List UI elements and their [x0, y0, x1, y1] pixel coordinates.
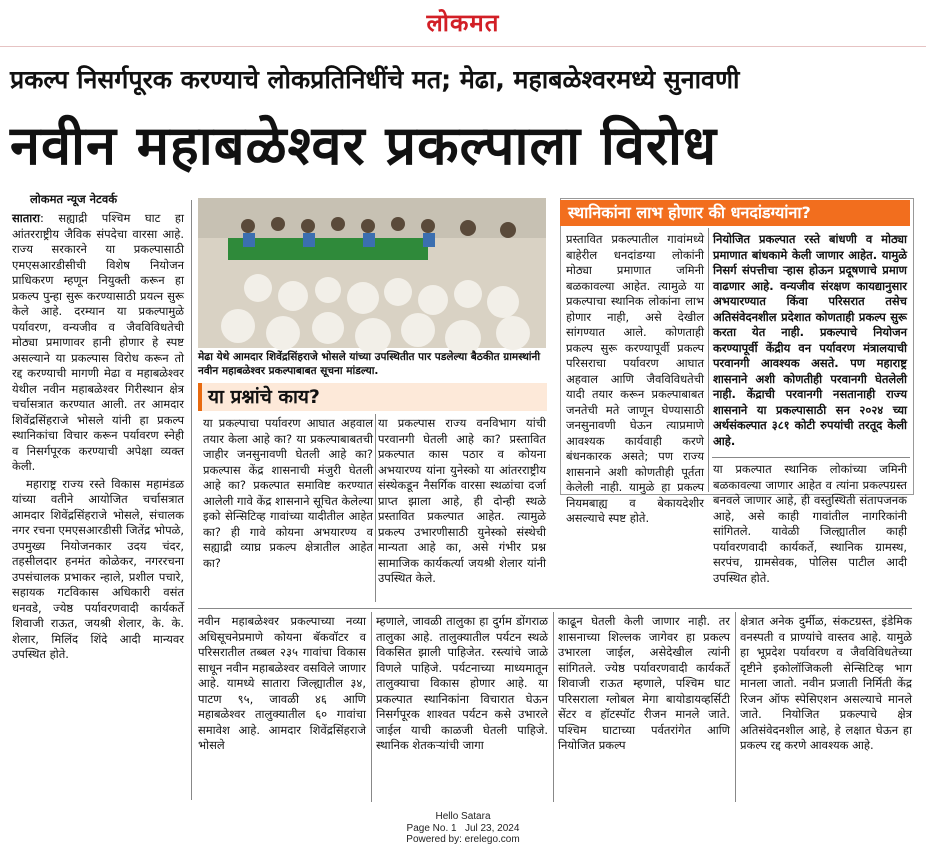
questions-divider: [375, 414, 376, 602]
article-column-1: [12, 211, 184, 801]
footer-powered-by[interactable]: Powered by: erelego.com: [406, 834, 520, 845]
questions-right: या प्रकल्पास राज्य वनविभाग यांची परवानगी घेतली आहे का? प्रस्तावित प्रकल्पात कास पठार व कोयना अभयारण्य यांना युनेस्को या आंतरराष्ट्रीय संस्थेकडून नैसर्गिक वारसा स्थळांचा दर्जा प्राप्त झाला आहे, ही दोन्ही स्थळे प्रस्तावित प्रकल्पात आहेत. त्यामुळे प्रकल्प उभारणीसाठी युनेस्को संस्थेची मान्यता आहे का, असे गंभीर प्रश्न सामाजिक कार्यकर्त्या जयश्री शेलार यांनी उपस्थित केले.: [378, 416, 546, 585]
page-footer: [0, 811, 926, 846]
masthead: [0, 0, 926, 47]
main-headline: नवीन महाबळेश्वर प्रकल्पाला विरोध: [10, 114, 718, 177]
column-divider: [553, 612, 554, 802]
questions-left: या प्रकल्पाचा पर्यावरण आघात अहवाल तयार केला आहे का? या प्रकल्पाबाबतची जाहीर जनसुनावणी घेतली आहे का? प्रकल्पास केंद्र शासनाची मंजुरी घेतली आहे का? प्रकल्पात समाविष्ट करण्यात आलेली गावे केंद्र शासनाने सूचित केलेल्या इको सेन्सिटिव्ह गावांच्या यादीतील आहेत का? ही गावे कोयना अभयारण्य व सह्याद्री व्याघ्र प्रकल्प क्षेत्रातील आहेत का?: [203, 416, 373, 570]
article-column-3: म्हणाले, जावळी तालुका हा दुर्गम डोंगराळ तालुका आहे. तालुक्यातील पर्यटन स्थळे विकसित झाली पाहिजेत. रस्त्यांचे जाळे विणले पाहिजे. पर्यटनाच्या माध्यमातून तालुक्याचा विकास होणार आहे. या प्रकल्पात स्थानिकांना विचारात घेऊन निसर्गपूरक शाश्वत पर्यटन कसे उभारले जाईल याची काळजी घेतली पाहिजे. स्थानिक शेतकऱ्यांची जागा: [376, 614, 548, 752]
footer-page: Page No. 1: [406, 822, 457, 834]
column-divider: [191, 200, 192, 800]
sidebar-box-heading: स्थानिकांना लाभ होणार की धनदांडग्यांना?: [560, 200, 910, 226]
dateline: सातारा: [12, 211, 40, 225]
photo-illustration: [198, 198, 546, 348]
questions-heading: या प्रश्नांचे काय?: [198, 383, 547, 411]
article-column-2: नवीन महाबळेश्वर प्रकल्पाच्या नव्या अधिसूचनेप्रमाणे कोयना बॅकवॉटर व परिसरातील तब्बल २३५ गावांचा विकास साधून नवीन महाबळेश्वर वसविले जाणार आहे. यामध्ये सातारा जिल्ह्यातील ३४, पाटण ९५, जावळी ४६ आणि महाबळेश्वर तालुक्यातील ६० गावांचा समावेश आहे. आमदार शिवेंद्रसिंहराजे भोसले: [198, 614, 366, 752]
column-divider: [735, 612, 736, 802]
footer-date: Jul 23, 2024: [464, 822, 520, 834]
sidebar-box-rule: [712, 457, 910, 458]
column-divider: [371, 612, 372, 802]
sidebar-box-left: प्रस्तावित प्रकल्पातील गावांमध्ये बाहेरील धनदांडग्या लोकांनी मोठ्या प्रमाणात जमिनी बळकावल्या आहेत. त्यामुळे या प्रकल्पाचा स्थानिक लोकांना लाभ होणार नाही, असे देखील सांगण्यात आले. कोणताही प्रकल्प सुरू करण्यापूर्वी प्रकल्प परिसराचा पर्यावरण आघात अहवाल आणि जैवविविधतेची यादी तयार करून प्रकल्पाबाबत जनतेची मते जाणून घेण्यासाठी जनसुनावणी घेऊन त्याप्रमाणे आवश्यक कार्यवाही करणे बंधनकारक असते; पण राज्य शासनाने अशी कोणतीही पूर्तता केलेली नाही. यामुळे हा प्रकल्प नियमबाह्य व बेकायदेशीर असल्याचे स्पष्ट होते.: [566, 232, 704, 525]
kicker-headline: प्रकल्प निसर्गपूरक करण्याचे लोकप्रतिनिधींचे मत; मेढा, महाबळेश्वरमध्ये सुनावणी: [10, 65, 740, 94]
photo-caption: मेढा येथे आमदार शिवेंद्रसिंहराजे भोसले यांच्या उपस्थितीत पार पडलेल्या बैठकीत ग्रामस्थांनी नवीन महाबळेश्वर प्रकल्पाबाबत सूचना मांडल्या.: [198, 351, 541, 377]
article-lead: : सह्याद्री पश्चिम घाट हा आंतरराष्ट्रीय जैविक संपदेचा वारसा आहे. राज्य सरकारने या प्रकल्पासाठी एमएसआरडीसीची विशेष नियोजन प्राधिकरण म्हणून नियुक्ती करून हा प्रकल्प पुन्हा सुरू करण्यासाठी प्रयत्न सुरू केले आहे. दरम्यान या प्रकल्पामुळे पर्यावरण, वन्यजीव व जैवविविधतेची मोठ्या प्रमाणावर हानी होणार हे स्पष्ट असल्याने या प्रकल्पास विरोध करून तो रद्द करण्याची मागणी मेढा व महाबळेश्वर येथील नवीन महाबळेश्वर गिरीस्थान क्षेत्र चर्चासत्रात करण्यात आली. तर आमदार शिवेंद्रसिंहराजे भोसले यांनी हा प्रकल्प स्थानिकांचा विचार करून पर्यावरण स्नेही व निसर्गपूरक करण्याची अपेक्षा व्यक्त केली.: [12, 211, 184, 473]
sidebar-box-right-top: नियोजित प्रकल्पात रस्ते बांधणी व मोठ्या प्रमाणात बांधकामे केली जाणार आहेत. यामुळे निसर्ग संपत्तीचा ऱ्हास होऊन प्रदूषणाचे प्रमाण वाढणार आहे. वन्यजीव संरक्षण कायद्यानुसार अभयारण्यात किंवा परिसरात तसेच अतिसंवेदनशील प्रदेशात कोणताही प्रकल्प सुरू करता येत नाही. प्रकल्पाचे नियोजन करण्यापूर्वी केंद्रीय वन पर्यावरण मंत्रालयाची परवानगी आवश्यक असते. पण महाराष्ट्र शासनाने अशी कोणतीही परवानगी घेतलेली नाही. केंद्राची परवानगी नसतानाही राज्य शासनाने या प्रकल्पासाठी सन २०२४ च्या अर्थसंकल्पात ३८१ कोटी रुपयांची तरतूद केली आहे.: [713, 232, 907, 448]
article-column-4: काढून घेतली केली जाणार नाही. तर शासनाच्या शिल्लक जागेवर हा प्रकल्प उभारला जाईल, असेदेखील त्यांनी सांगितले. ज्येष्ठ पर्यावरणवादी कार्यकर्ते शिवाजी राऊत म्हणाले, पश्चिम घाट परिसराला ग्लोबल मेगा बायोडायव्हर्सिटी सेंटर व हॉटस्पॉट रीजन मानले जाते. पश्चिम घाटाच्या पर्वतरांगेत आणि नियोजित प्रकल्प: [558, 614, 730, 752]
sidebar-box-divider: [708, 228, 709, 492]
article-paragraph: महाराष्ट्र राज्य रस्ते विकास महामंडळ यांच्या वतीने आयोजित चर्चासत्रात आमदार शिवेंद्रसिंहराजे भोसले, संचालक नगर रचना एमएसआरडीसी जितेंद्र भोपळे, उपमुख्य नियोजनकार उदय चंदर, तहसीलदार हनमंत कोळेकर, नगररचना उपसंचालक प्रभाकर न्हाले, प्रशील पचारे, सहायक गटविकास अधिकारी वसंत धनवडे, ज्येष्ठ पर्यावरणवादी कार्यकर्ते शिवाजी राऊत, जयश्री शेलार, के. के. शेलार, मिलिंद शिंदे आदी मान्यवर उपस्थित होते.: [12, 476, 184, 661]
sidebar-box-right-bottom: या प्रकल्पात स्थानिक लोकांच्या जमिनी बळकावल्या जाणार आहेत व त्यांना प्रकल्पग्रस्त बनवले जाणार आहे, ही वस्तुस्थिती संतापजनक आहे, असे काही गावांतील नागरिकांनी सांगितले. यावेळी जिल्ह्यातील काही पर्यावरणवादी कार्यकर्ते, स्थानिक ग्रामस्थ, सरपंच, ग्रामसेवक, पोलिस पाटील आदी उपस्थित होते.: [713, 462, 907, 585]
newspaper-logo: लोकमत: [426, 9, 500, 37]
footer-edition: Hello Satara: [435, 811, 491, 822]
meeting-photo: [198, 198, 546, 348]
byline: लोकमत न्यूज नेटवर्क: [30, 192, 118, 206]
article-column-5: क्षेत्रात अनेक दुर्मीळ, संकटग्रस्त, इंडेमिक वनस्पती व प्राण्यांचे वास्तव आहे. यामुळे हा भूप्रदेश पर्यावरण व जैवविविधतेच्या दृष्टीने इकोलॉजिकली सेन्सिटिव्ह भाग मानला जातो. नवीन प्रजाती निर्मिती केंद्र रिजन ऑफ स्पेसिएशन असल्याचे मानले जाते. नियोजित प्रकल्पाचे क्षेत्र अतिसंवेदनशील आहे, हे लक्षात घेऊन हा प्रकल्प रद्द करणे आवश्यक आहे.: [740, 614, 912, 752]
bottom-band-rule: [198, 608, 912, 609]
